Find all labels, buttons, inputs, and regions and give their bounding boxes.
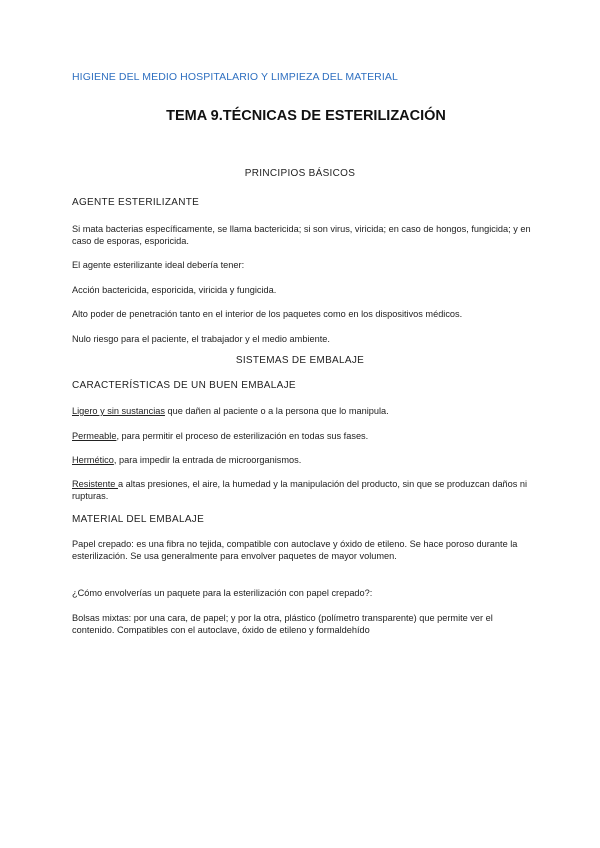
section-heading-principios: PRINCIPIOS BÁSICOS — [244, 168, 356, 179]
document-title: TEMA 9.TÉCNICAS DE ESTERILIZACIÓN — [166, 108, 446, 124]
list-item-resistente: Resistente a altas presiones, el aire, la humedad y la manipulación del producto, sin que se produzcan daños ni rupturas. — [72, 479, 528, 501]
paragraph-agente-definicion: Si mata bacterias específicamente, se llama bactericida; si son virus, viricida; en caso de hongos, fungicida; y en caso de esporas, esporicida. — [72, 224, 531, 246]
term-resistente: Resistente — [72, 479, 118, 489]
paragraph-accion: Acción bactericida, esporicida, viricida y fungicida. — [72, 285, 277, 295]
paragraph-agente-ideal: El agente esterilizante ideal debería tener: — [72, 260, 245, 270]
term-hermetico: Hermético — [72, 455, 114, 465]
paragraph-bolsas-mixtas: Bolsas mixtas: por una cara, de papel; y por la otra, plástico (polímetro transparente) que permite ver el contenido. Compatibles con el autoclave, óxido de etileno y formaldehído — [72, 613, 493, 635]
subheading-material: MATERIAL DEL EMBALAJE — [72, 514, 205, 525]
paragraph-riesgo: Nulo riesgo para el paciente, el trabajador y el medio ambiente. — [72, 334, 330, 344]
term-permeable: Permeable — [72, 431, 117, 441]
subheading-caracteristicas: CARACTERÍSTICAS DE UN BUEN EMBALAJE — [72, 380, 296, 391]
paragraph-pregunta: ¿Cómo envolverías un paquete para la esterilización con papel crepado?: — [72, 588, 373, 598]
document-header: HIGIENE DEL MEDIO HOSPITALARIO Y LIMPIEZA DEL MATERIAL — [72, 71, 398, 83]
paragraph-papel-crepado: Papel crepado: es una fibra no tejida, compatible con autoclave y óxido de etileno. Se hace poroso durante la esterilización. Se usa generalmente para envolver paquetes de mayor volumen. — [72, 539, 518, 561]
subheading-agente: AGENTE ESTERILIZANTE — [72, 197, 200, 208]
term-ligero: Ligero y sin sustancias — [72, 406, 165, 416]
paragraph-penetracion: Alto poder de penetración tanto en el interior de los paquetes como en los dispositivos médicos. — [72, 309, 463, 319]
list-item-hermetico: Hermético, para impedir la entrada de microorganismos. — [72, 455, 302, 465]
list-item-ligero: Ligero y sin sustancias que dañen al paciente o a la persona que lo manipula. — [72, 406, 389, 416]
list-item-permeable: Permeable, para permitir el proceso de esterilización en todas sus fases. — [72, 431, 369, 441]
section-heading-embalaje: SISTEMAS DE EMBALAJE — [235, 355, 365, 366]
